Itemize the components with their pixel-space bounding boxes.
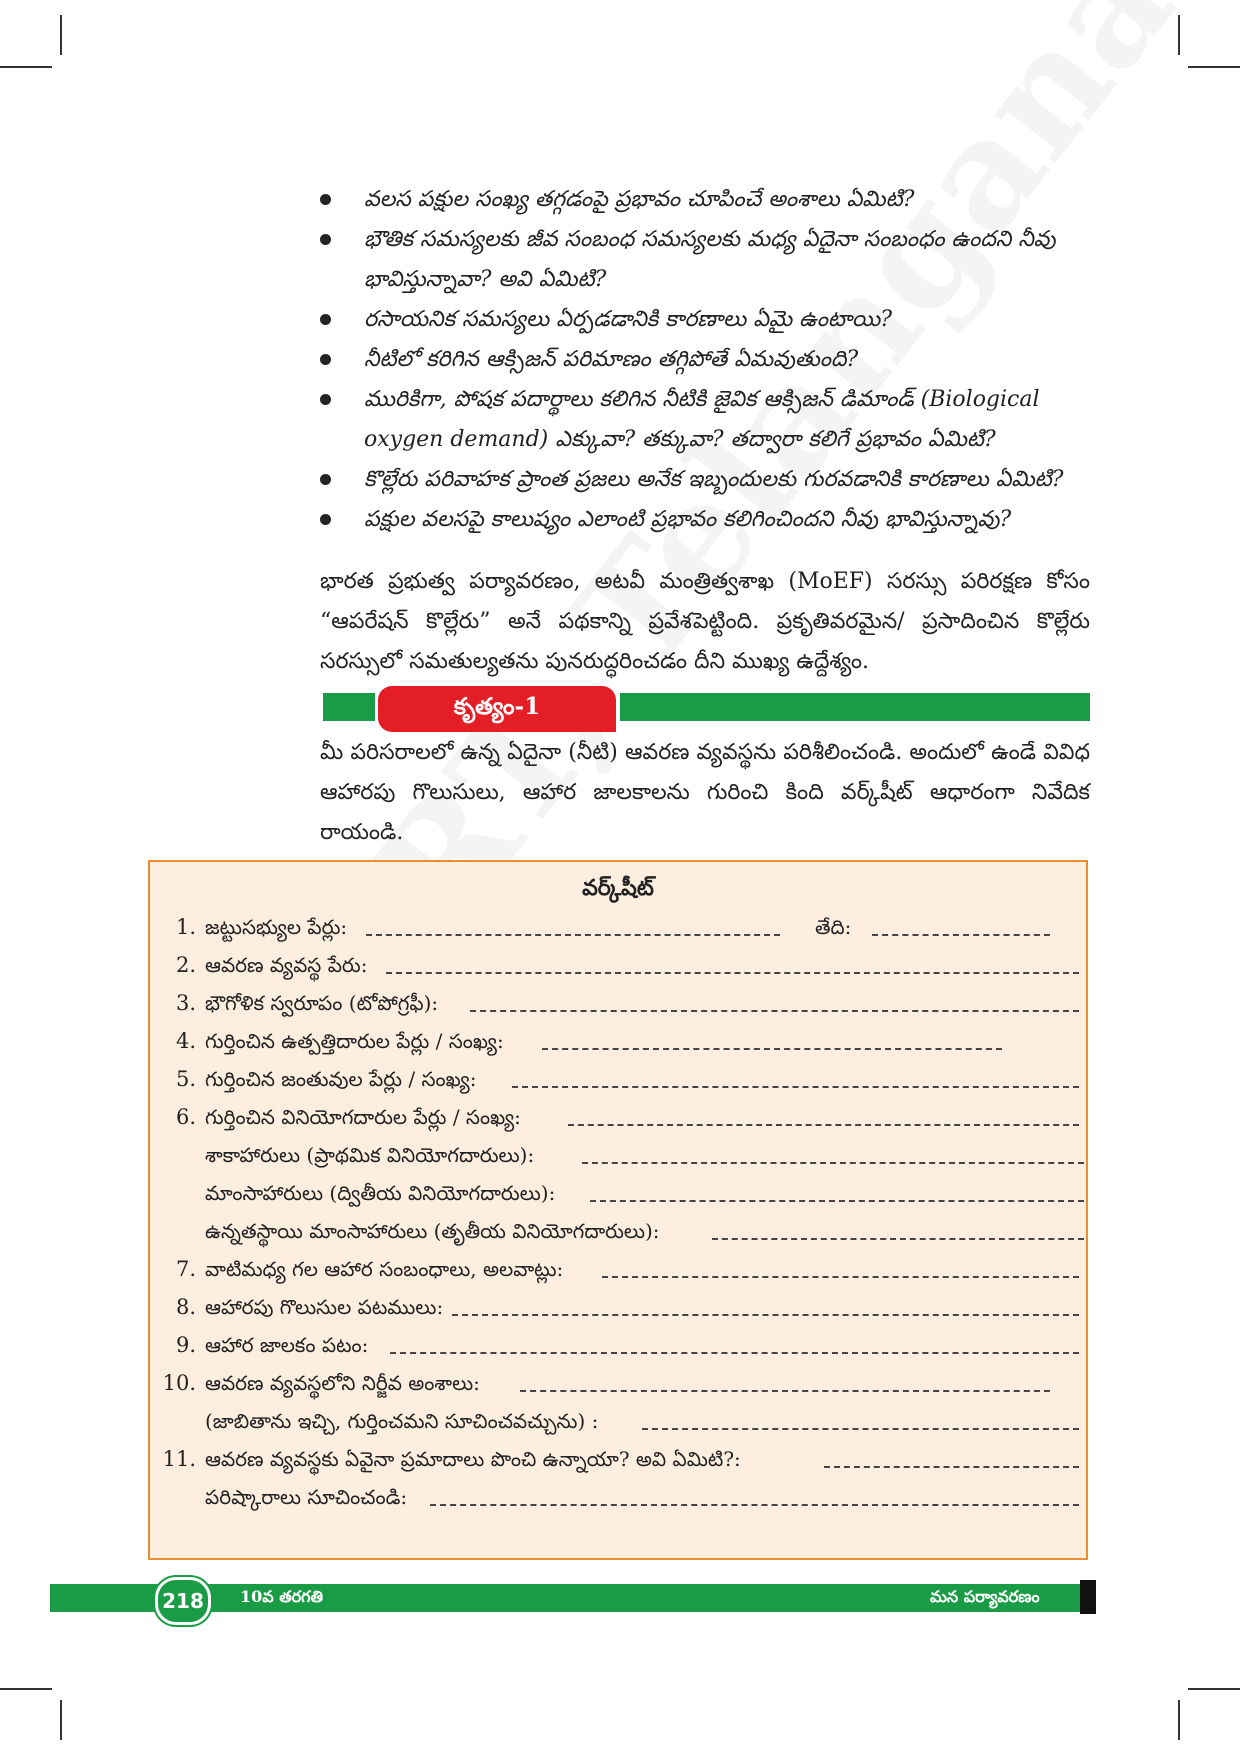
- answer-field[interactable]: [430, 1504, 1079, 1506]
- activity-title: కృత్యం-1: [378, 686, 616, 732]
- worksheet-row: 8. ఆహారపు గొలుసుల పటములు:: [150, 1292, 1086, 1322]
- answer-field[interactable]: [542, 1048, 1002, 1050]
- date-label: తేది:: [815, 915, 852, 939]
- list-item: రసాయనిక సమస్యలు ఏర్పడడానికి కారణాలు ఏమై ఉంటాయి?: [320, 300, 1090, 340]
- crop-mark: [1188, 1688, 1240, 1690]
- answer-field[interactable]: [568, 1124, 1079, 1126]
- worksheet-row: 5. గుర్తించిన జంతువుల పేర్లు / సంఖ్య:: [150, 1064, 1086, 1094]
- worksheet-row: 4. గుర్తించిన ఉత్పత్తిదారుల పేర్లు / సంఖ్య:: [150, 1026, 1086, 1056]
- answer-field[interactable]: [582, 1162, 1084, 1164]
- bullet-icon: [320, 394, 331, 405]
- paragraph-operation-kolleru: భారత ప్రభుత్వ పర్యావరణం, అటవీ మంత్రిత్వశాఖ (MoEF) సరస్సు పరిరక్షణ కోసం “ఆపరేషన్ కొల్లేరు” అనే పథకాన్ని ప్రవేశపెట్టింది. ప్రకృతివరమైన/ ప్రసాదించిన కొల్లేరు సరస్సులో సమతుల్యతను పునరుద్ధరించడం దీని ముఖ్య ఉద్దేశ్యం.: [320, 569, 1090, 674]
- answer-field[interactable]: [390, 1352, 1079, 1354]
- worksheet-row: (జాబితాను ఇచ్చి, గుర్తించమని సూచించవచ్చును) :: [150, 1406, 1086, 1436]
- bullet-icon: [320, 354, 331, 365]
- answer-field[interactable]: [512, 1086, 1079, 1088]
- worksheet-row: మాంసాహారులు (ద్వితీయ వినియోగదారులు):: [150, 1178, 1086, 1208]
- answer-field[interactable]: [452, 1314, 1079, 1316]
- crop-mark: [60, 15, 62, 55]
- worksheet-row: శాకాహారులు (ప్రాథమిక వినియోగదారులు):: [150, 1140, 1086, 1170]
- worksheet-row: 2. ఆవరణ వ్యవస్థ పేరు:: [150, 950, 1086, 980]
- bullet-icon: [320, 474, 331, 485]
- answer-field[interactable]: [590, 1200, 1084, 1202]
- class-label: 10వ తరగతి: [240, 1587, 323, 1606]
- activity-instructions: మీ పరిసరాలలో ఉన్న ఏదైనా (నీటి) ఆవరణ వ్యవస్థను పరిశీలించండి. అందులో ఉండే వివిధ ఆహారపు గొలుసులు, ఆహార జాలకాలను గురించి కింది వర్క్‌షీట్ ఆధారంగా నివేదిక రాయండి.: [320, 740, 1090, 845]
- crop-mark: [1178, 1700, 1180, 1740]
- list-item: పక్షుల వలసపై కాలుష్యం ఎలాంటి ప్రభావం కలిగించిందని నీవు భావిస్తున్నావు?: [320, 500, 1090, 540]
- date-field[interactable]: [872, 934, 1050, 936]
- page-number: 218: [155, 1577, 211, 1625]
- bullet-icon: [320, 234, 331, 245]
- crop-mark: [0, 1688, 52, 1690]
- worksheet-row: 11. ఆవరణ వ్యవస్థకు ఏవైనా ప్రమాదాలు పొంచి ఉన్నాయా? అవి ఏమిటి?:: [150, 1444, 1086, 1474]
- answer-field[interactable]: [386, 972, 1079, 974]
- list-item: భౌతిక సమస్యలకు జీవ సంబంధ సమస్యలకు మధ్య ఏదైనా సంబంధం ఉందని నీవు భావిస్తున్నావా? అవి ఏమిటి?: [320, 220, 1090, 300]
- crop-mark: [1188, 66, 1240, 68]
- answer-field[interactable]: [602, 1276, 1079, 1278]
- list-item: కొల్లేరు పరివాహక ప్రాంత ప్రజలు అనేక ఇబ్బందులకు గురవడానికి కారణాలు ఏమిటి?: [320, 460, 1090, 500]
- footer-end-mark: [1080, 1580, 1096, 1614]
- activity-bar-right: [620, 693, 1090, 721]
- bullet-icon: [320, 314, 331, 325]
- worksheet-row: 7. వాటిమధ్య గల ఆహార సంబంధాలు, అలవాట్లు:: [150, 1254, 1086, 1284]
- answer-field[interactable]: [712, 1238, 1084, 1240]
- worksheet-row: పరిష్కారాలు సూచించండి:: [150, 1482, 1086, 1512]
- crop-mark: [0, 66, 52, 68]
- answer-field[interactable]: [642, 1428, 1079, 1430]
- worksheet-box: [148, 860, 1088, 1560]
- worksheet-row: ఉన్నతస్థాయి మాంసాహారులు (తృతీయ వినియోగదారులు):: [150, 1216, 1086, 1246]
- bullet-icon: [320, 194, 331, 205]
- answer-field[interactable]: [470, 1010, 1079, 1012]
- subject-label: మన పర్యావరణం: [930, 1587, 1040, 1606]
- worksheet-row: 10. ఆవరణ వ్యవస్థలోని నిర్జీవ అంశాలు:: [150, 1368, 1086, 1398]
- answer-field[interactable]: [520, 1390, 1050, 1392]
- worksheet-row: 3. భౌగోళిక స్వరూపం (టోపోగ్రఫీ):: [150, 988, 1086, 1018]
- crop-mark: [60, 1700, 62, 1740]
- list-item: నీటిలో కరిగిన ఆక్సిజన్ పరిమాణం తగ్గిపోతే ఏమవుతుంది?: [320, 340, 1090, 380]
- team-members-field[interactable]: [366, 934, 780, 936]
- activity-bar-left: [323, 693, 375, 721]
- list-item: వలస పక్షుల సంఖ్య తగ్గడంపై ప్రభావం చూపించే అంశాలు ఏమిటి?: [320, 180, 1090, 220]
- list-item: మురికిగా, పోషక పదార్థాలు కలిగిన నీటికి జైవిక ఆక్సిజన్ డిమాండ్ (Biological oxygen demand) ఎక్కువా? తక్కువా? తద్వారా కలిగే ప్రభావం ఏమిటి?: [320, 380, 1090, 460]
- worksheet-row: 6. గుర్తించిన వినియోగదారుల పేర్లు / సంఖ్య:: [150, 1102, 1086, 1132]
- question-list: [320, 180, 1090, 540]
- answer-field[interactable]: [824, 1466, 1079, 1468]
- worksheet-row: 1. జట్టుసభ్యుల పేర్లు: తేది:: [150, 912, 1086, 942]
- worksheet-row: 9. ఆహార జాలకం పటం:: [150, 1330, 1086, 1360]
- bullet-icon: [320, 514, 331, 525]
- worksheet-title: వర్క్‌షీట్: [582, 875, 654, 901]
